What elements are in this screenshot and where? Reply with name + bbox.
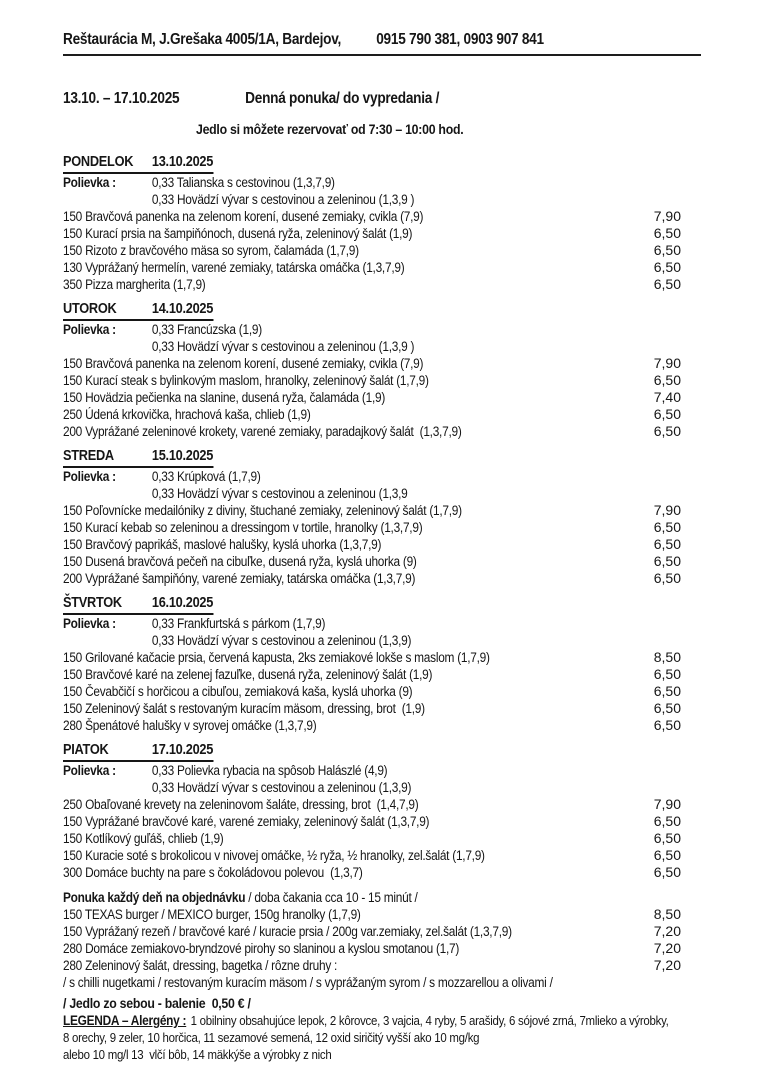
dish-price: 8,50 bbox=[653, 649, 681, 665]
offer-variants-row bbox=[63, 974, 764, 991]
dish-row bbox=[63, 519, 681, 536]
dish-text: 150 Kuracie soté s brokolicou v nivovej omáčke, ½ ryža, ½ hranolky, zel.šalát (1,7,9) bbox=[63, 848, 485, 863]
dish-text: 150 Bravčová panenka na zelenom korení, dusené zemiaky, cvikla (7,9) bbox=[63, 209, 424, 224]
header-text bbox=[63, 30, 544, 49]
phone-numbers: 0915 790 381, 0903 907 841 bbox=[376, 31, 544, 48]
offer-item-text: 280 Domáce zemiakovo-bryndzové pirohy so slaninou a kyslou smotanou (1,7) bbox=[63, 941, 460, 956]
dish-row bbox=[63, 242, 681, 259]
soup-row bbox=[63, 615, 764, 632]
dish-price: 6,50 bbox=[653, 259, 681, 275]
dish-row bbox=[63, 666, 681, 683]
day-heading-text bbox=[63, 742, 213, 762]
dish-price: 6,50 bbox=[653, 700, 681, 716]
dish-text: 150 Poľovnícke medailóniky z diviny, štuchané zemiaky, zeleninový šalát (1,7,9) bbox=[63, 503, 462, 518]
soup-line-1: 0,33 Talianska s cestovinou (1,3,7,9) bbox=[151, 175, 335, 190]
day-heading bbox=[63, 154, 764, 174]
day-date: 14.10.2025 bbox=[151, 301, 214, 317]
dish-price: 6,50 bbox=[653, 536, 681, 552]
offer-item-price: 7,20 bbox=[653, 923, 681, 939]
dish-text: 280 Špenátové halušky v syrovej omáčke (1,3,7,9) bbox=[63, 718, 317, 733]
dish-price: 6,50 bbox=[653, 242, 681, 258]
dish-price: 6,50 bbox=[653, 864, 681, 880]
day-heading bbox=[63, 742, 764, 762]
reservation-note-row bbox=[196, 121, 764, 138]
legend-row-1 bbox=[63, 1012, 764, 1029]
offer-item-text: 280 Zeleninový šalát, dressing, bagetka / rôzne druhy : bbox=[63, 958, 338, 973]
day-name: PONDELOK bbox=[63, 154, 134, 170]
offer-item-price: 7,20 bbox=[653, 957, 681, 973]
legend-line-2: 8 orechy, 9 zeler, 10 horčica, 11 sezamové semená, 12 oxid siričitý vyšší ako 10 mg/kg bbox=[63, 1030, 480, 1045]
dish-price: 7,40 bbox=[653, 389, 681, 405]
day-section-utorok bbox=[63, 301, 764, 440]
soup-line-1: 0,33 Krúpková (1,7,9) bbox=[151, 469, 261, 484]
date-range: 13.10. – 17.10.2025 bbox=[63, 90, 180, 107]
dish-row bbox=[63, 864, 681, 881]
soup-row bbox=[63, 338, 764, 355]
dish-row bbox=[63, 847, 681, 864]
daily-offer-heading-bold: Ponuka každý deň na objednávku bbox=[63, 890, 246, 905]
dish-row bbox=[63, 225, 681, 242]
soup-row bbox=[63, 632, 764, 649]
dish-row bbox=[63, 700, 681, 717]
soup-label: Polievka : bbox=[63, 763, 116, 778]
dish-text: 150 Kurací kebab so zeleninou a dressingom v tortile, hranolky (1,3,7,9) bbox=[63, 520, 423, 535]
dish-price: 6,50 bbox=[653, 372, 681, 388]
offer-item-row bbox=[63, 906, 681, 923]
legend-row-2 bbox=[63, 1029, 764, 1046]
allergen-legend bbox=[63, 1012, 764, 1063]
day-date: 16.10.2025 bbox=[151, 595, 214, 611]
day-heading-text bbox=[63, 448, 213, 468]
soup-row bbox=[63, 191, 764, 208]
dish-row bbox=[63, 830, 681, 847]
dish-row bbox=[63, 372, 681, 389]
dish-row bbox=[63, 813, 681, 830]
dish-row bbox=[63, 649, 681, 666]
dish-text: 150 Dusená bravčová pečeň na cibuľke, dusená ryža, kyslá uhorka (9) bbox=[63, 554, 417, 569]
offer-item-price: 7,20 bbox=[653, 940, 681, 956]
dish-text: 150 Bravčová panenka na zelenom korení, dusené zemiaky, cvikla (7,9) bbox=[63, 356, 424, 371]
day-name: UTOROK bbox=[63, 301, 117, 317]
dish-price: 6,50 bbox=[653, 519, 681, 535]
day-heading bbox=[63, 301, 764, 321]
dish-row bbox=[63, 406, 681, 423]
day-heading bbox=[63, 595, 764, 615]
day-date: 13.10.2025 bbox=[151, 154, 214, 170]
soup-line-1: 0,33 Polievka rybacia na spôsob Halászlé (4,9) bbox=[151, 763, 388, 778]
dish-price: 6,50 bbox=[653, 225, 681, 241]
dish-text: 150 Kurací prsia na šampiňónoch, dusená ryža, zeleninový šalát (1,9) bbox=[63, 226, 413, 241]
soup-line-2: 0,33 Hovädzí vývar s cestovinou a zeleninou (1,3,9 ) bbox=[151, 339, 415, 354]
dish-text: 150 Hovädzia pečienka na slanine, dusená ryža, čalamáda (1,9) bbox=[63, 390, 386, 405]
page-header bbox=[63, 30, 701, 56]
day-section-pondelok bbox=[63, 154, 764, 293]
legend-line-1: 1 obilniny obsahujúce lepok, 2 kôrovce, 3 vajcia, 4 ryby, 5 arašidy, 6 sójové zrná, 7mlieko a výrobky, bbox=[190, 1013, 669, 1028]
offer-variants-note: / s chilli nugetkami / restovaným kuracím mäsom / s vyprážaným syrom / s mozzarellou a olivami / bbox=[63, 975, 553, 990]
dish-price: 7,90 bbox=[653, 502, 681, 518]
offer-item-text: 150 TEXAS burger / MEXICO burger, 150g hranolky (1,7,9) bbox=[63, 907, 361, 922]
soup-label: Polievka : bbox=[63, 322, 116, 337]
soup-row bbox=[63, 762, 764, 779]
soup-line-2: 0,33 Hovädzí vývar s cestovinou a zeleninou (1,3,9 bbox=[151, 486, 408, 501]
day-heading bbox=[63, 448, 764, 468]
dish-price: 6,50 bbox=[653, 553, 681, 569]
takeaway-note: / Jedlo zo sebou - balenie 0,50 € / bbox=[63, 995, 251, 1011]
offer-item-text: 150 Vyprážaný rezeň / bravčové karé / kuracie prsia / 200g var.zemiaky, zel.šalát (1,3,7,9) bbox=[63, 924, 512, 939]
title-text bbox=[63, 89, 439, 108]
dish-text: 150 Bravčové karé na zelenej fazuľke, dusená ryža, zeleninový šalát (1,9) bbox=[63, 667, 433, 682]
day-heading-text bbox=[63, 301, 213, 321]
daily-offer-section bbox=[63, 889, 764, 991]
dish-price: 6,50 bbox=[653, 847, 681, 863]
dish-text: 130 Vyprážaný hermelín, varené zemiaky, tatárska omáčka (1,3,7,9) bbox=[63, 260, 405, 275]
dish-price: 6,50 bbox=[653, 683, 681, 699]
dish-row bbox=[63, 502, 681, 519]
day-name: ŠTVRTOK bbox=[63, 595, 122, 611]
day-name: STREDA bbox=[63, 448, 114, 464]
soup-line-1: 0,33 Frankfurtská s párkom (1,7,9) bbox=[151, 616, 326, 631]
dish-price: 7,90 bbox=[653, 208, 681, 224]
takeaway-row bbox=[63, 995, 764, 1012]
dish-text: 350 Pizza margherita (1,7,9) bbox=[63, 277, 206, 292]
day-heading-text bbox=[63, 154, 213, 174]
legend-line-3: alebo 10 mg/l 13 vlčí bôb, 14 mäkkýše a výrobky z nich bbox=[63, 1047, 332, 1062]
daily-offer-heading bbox=[63, 889, 764, 906]
offer-item-row bbox=[63, 957, 681, 974]
dish-price: 7,90 bbox=[653, 355, 681, 371]
dish-price: 7,90 bbox=[653, 796, 681, 812]
legend-label: LEGENDA – Alergény : bbox=[63, 1013, 187, 1028]
day-section-stvrtok bbox=[63, 595, 764, 734]
offer-item-row bbox=[63, 923, 681, 940]
dish-price: 6,50 bbox=[653, 276, 681, 292]
dish-price: 6,50 bbox=[653, 717, 681, 733]
dish-text: 150 Grilované kačacie prsia, červená kapusta, 2ks zemiakové lokše s maslom (1,7,9) bbox=[63, 650, 490, 665]
dish-row bbox=[63, 553, 681, 570]
dish-text: 150 Kurací steak s bylinkovým maslom, hranolky, zeleninový šalát (1,7,9) bbox=[63, 373, 429, 388]
soup-row bbox=[63, 468, 764, 485]
daily-offer-heading-note: / doba čakania cca 10 - 15 minút / bbox=[245, 890, 418, 905]
soup-row bbox=[63, 321, 764, 338]
dish-row bbox=[63, 389, 681, 406]
soup-line-2: 0,33 Hovädzí vývar s cestovinou a zeleninou (1,3,9) bbox=[151, 780, 412, 795]
dish-text: 250 Údená krkovička, hrachová kaša, chlieb (1,9) bbox=[63, 407, 311, 422]
dish-row bbox=[63, 796, 681, 813]
dish-row bbox=[63, 355, 681, 372]
dish-text: 200 Vyprážané šampiňóny, varené zemiaky, tatárska omáčka (1,3,7,9) bbox=[63, 571, 416, 586]
weekly-menu bbox=[63, 154, 764, 1063]
dish-price: 6,50 bbox=[653, 423, 681, 439]
menu-title: Denná ponuka/ do vypredania / bbox=[245, 90, 440, 107]
dish-row bbox=[63, 717, 681, 734]
dish-row bbox=[63, 423, 681, 440]
dish-price: 6,50 bbox=[653, 830, 681, 846]
dish-price: 6,50 bbox=[653, 813, 681, 829]
dish-price: 6,50 bbox=[653, 406, 681, 422]
soup-line-2: 0,33 Hovädzí vývar s cestovinou a zeleninou (1,3,9) bbox=[151, 633, 412, 648]
soup-label: Polievka : bbox=[63, 616, 116, 631]
soup-line-1: 0,33 Francúzska (1,9) bbox=[151, 322, 262, 337]
dish-row bbox=[63, 683, 681, 700]
dish-text: 300 Domáce buchty na pare s čokoládovou polevou (1,3,7) bbox=[63, 865, 363, 880]
dish-row bbox=[63, 259, 681, 276]
offer-item-row bbox=[63, 940, 681, 957]
day-date: 15.10.2025 bbox=[151, 448, 214, 464]
soup-label: Polievka : bbox=[63, 469, 116, 484]
dish-text: 150 Zeleninový šalát s restovaným kuracím mäsom, dressing, brot (1,9) bbox=[63, 701, 425, 716]
day-name: PIATOK bbox=[63, 742, 109, 758]
dish-text: 150 Kotlíkový guľáš, chlieb (1,9) bbox=[63, 831, 224, 846]
day-section-streda bbox=[63, 448, 764, 587]
dish-price: 6,50 bbox=[653, 570, 681, 586]
day-section-piatok bbox=[63, 742, 764, 881]
day-date: 17.10.2025 bbox=[151, 742, 214, 758]
legend-row-3 bbox=[63, 1046, 764, 1063]
dish-text: 150 Rizoto z bravčového mäsa so syrom, čalamáda (1,7,9) bbox=[63, 243, 359, 258]
dish-text: 150 Vyprážané bravčové karé, varené zemiaky, zeleninový šalát (1,3,7,9) bbox=[63, 814, 430, 829]
soup-row bbox=[63, 779, 764, 796]
dish-row bbox=[63, 570, 681, 587]
day-heading-text bbox=[63, 595, 213, 615]
dish-text: 150 Čevabčičí s horčicou a cibuľou, zemiaková kaša, kyslá uhorka (9) bbox=[63, 684, 413, 699]
dish-row bbox=[63, 276, 681, 293]
restaurant-name: Reštaurácia M, J.Grešaka 4005/1A, Bardejov, bbox=[63, 31, 342, 48]
title-row bbox=[63, 89, 764, 108]
offer-item-price: 8,50 bbox=[653, 906, 681, 922]
soup-row bbox=[63, 174, 764, 191]
dish-price: 6,50 bbox=[653, 666, 681, 682]
dish-text: 200 Vyprážané zeleninové krokety, varené zemiaky, paradajkový šalát (1,3,7,9) bbox=[63, 424, 462, 439]
dish-text: 250 Obaľované krevety na zeleninovom šaláte, dressing, brot (1,4,7,9) bbox=[63, 797, 419, 812]
soup-line-2: 0,33 Hovädzí vývar s cestovinou a zeleninou (1,3,9 ) bbox=[151, 192, 415, 207]
dish-row bbox=[63, 536, 681, 553]
dish-row bbox=[63, 208, 681, 225]
soup-label: Polievka : bbox=[63, 175, 116, 190]
soup-row bbox=[63, 485, 764, 502]
reservation-note: Jedlo si môžete rezervovať od 7:30 – 10:00 hod. bbox=[196, 121, 464, 137]
dish-text: 150 Bravčový paprikáš, maslové halušky, kyslá uhorka (1,3,7,9) bbox=[63, 537, 382, 552]
